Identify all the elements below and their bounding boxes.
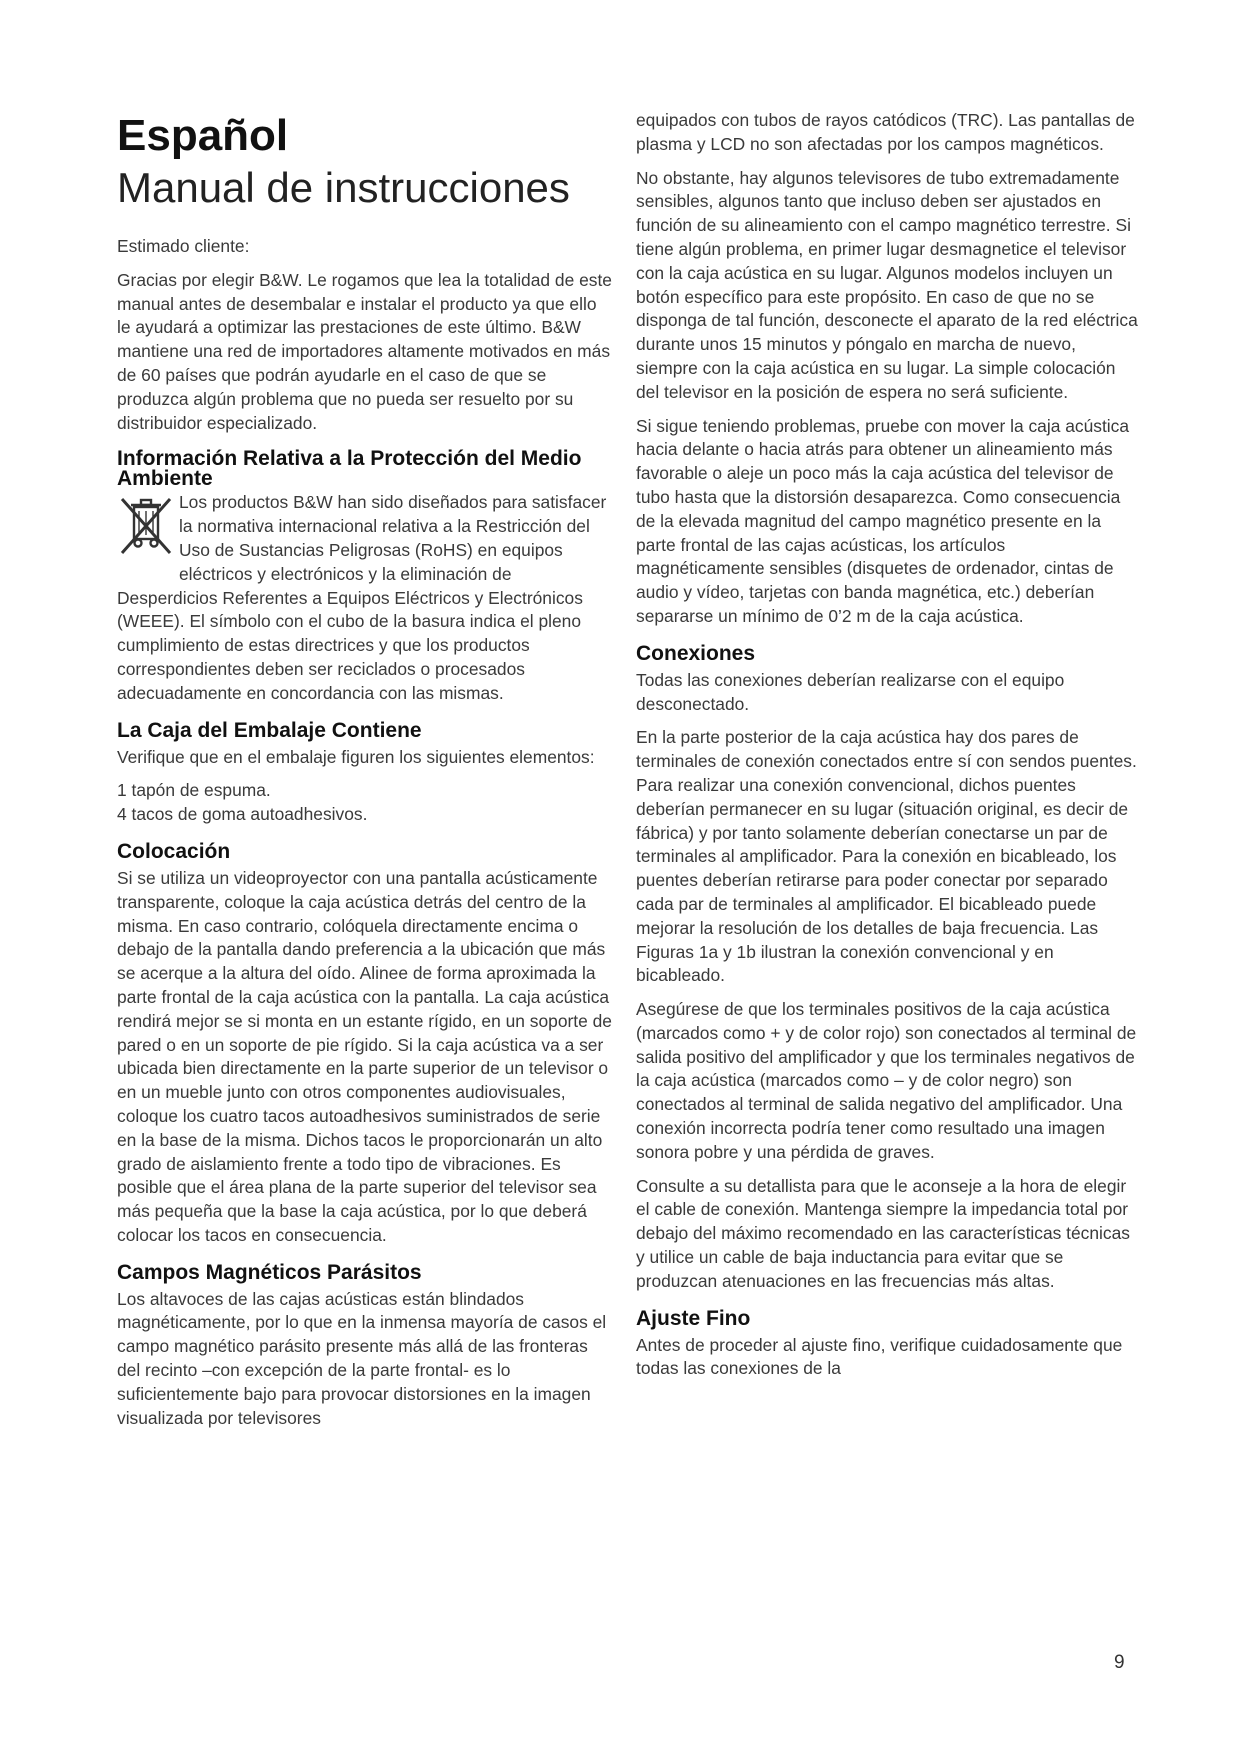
connections-paragraph-2: En la parte posterior de la caja acústica hay dos pares de terminales de conexión conectados entre sí con sendos puentes. Para realizar una conexión convencional, dichos puentes deberían permanecer en su lugar (situación original, es decir de fábrica) y por tanto solamente deberían conectarse un par de terminales al amplificador. Para la conexión en bicableado, los puentes deberían retirarse para poder conectar por separado cada par de terminales al amplificador. El bicableado puede mejorar la resolución de los detalles de baja frecuencia. Las Figuras 1a y 1b ilustran la conexión convencional y en bicableado.	[636, 727, 1137, 986]
placement-heading: Colocación	[117, 839, 231, 863]
placement-text: Si se utiliza un videoproyector con una pantalla acústicamente transparente, coloque la caja acústica detrás del centro de la misma. En caso contrario, colóquela directamente encima o debajo de la pantalla dando preferencia a la ubicación que más se acerque a la altura del oído. Alinee de forma aproximada la parte frontal de la caja acústica con la pantalla. La caja acústica rendirá mejor se si monta en un estante rígido, en un soporte de pared o en un soporte de pie rígido. Si la caja acústica va a ser ubicada bien directamente en la parte superior de un televisor o en un mueble junto con otros componentes audiovisuales, coloque los cuatro tacos autoadhesivos suministrados de serie en la base de la misma. Dichos tacos le proporcionarán un alto grado de aislamiento frente a todo tipo de vibraciones. Es posible que el área plana de la parte superior del televisor sea más pequeña que la base la caja acústica, por lo que deberá colocar los tacos en consecuencia.	[117, 867, 612, 1245]
fine-tuning-heading: Ajuste Fino	[636, 1306, 751, 1330]
magnetic-fields-continued: equipados con tubos de rayos catódicos (TRC). Las pantallas de plasma y LCD no son afectadas por los campos magnéticos.	[636, 110, 1135, 154]
magnetic-fields-paragraph-2: No obstante, hay algunos televisores de tubo extremadamente sensibles, algunos tanto que incluso deben ser ajustados en función de su alineamiento con el campo magnético terrestre. Si tiene algún problema, en primer lugar desmagnetice el televisor con la caja acústica en su lugar. Algunos modelos incluyen un botón específico para este propósito. En caso de que no se disponga de tal función, desconecte el aparato de la red eléctrica durante unos 15 minutos y póngalo en marcha de nuevo, siempre con la caja acústica en su lugar. La simple colocación del televisor en la posición de espera no será suficiente.	[636, 167, 1138, 402]
connections-paragraph-1: Todas las conexiones deberían realizarse con el equipo desconectado.	[636, 669, 1065, 714]
box-contents-text: Verifique que en el embalaje figuren los siguientes elementos:	[117, 746, 595, 767]
box-contents-heading: La Caja del Embalaje Contiene	[117, 718, 422, 742]
environment-heading: Información Relativa a la Protección del Medio Ambiente	[117, 447, 582, 491]
connections-heading: Conexiones	[636, 641, 756, 665]
magnetic-fields-heading: Campos Magnéticos Parásitos	[117, 1260, 422, 1284]
greeting: Estimado cliente:	[117, 236, 250, 256]
environment-section	[117, 491, 612, 705]
language-title: Español	[117, 111, 289, 160]
fine-tuning-text: Antes de proceder al ajuste fino, verifique cuidadosamente que todas las conexiones de la	[636, 1334, 1123, 1379]
environment-text: Los productos B&W han sido diseñados para satisfacer la normativa internacional relativa a la Restricción del Uso de Sustancias Peligrosas (RoHS) en equipos eléctricos y electrónicos y la eliminación de Desperdicios Referentes a Equipos Eléctricos y Electrónicos (WEEE). El símbolo con el cubo de la basura indica el pleno cumplimiento de estas directrices y que los productos correspondientes deben ser reciclados o procesados adecuadamente en concordancia con las mismas.	[117, 492, 607, 703]
magnetic-fields-text: Los altavoces de las cajas acústicas están blindados magnéticamente, por lo que en la inmensa mayoría de casos el campo magnético parásito presente más allá de las fronteras del recinto –con excepción de la parte frontal- es lo suficientemente bajo para provocar distorsiones en la imagen visualizada por televisores	[117, 1288, 607, 1428]
connections-paragraph-4: Consulte a su detallista para que le aconseje a la hora de elegir el cable de conexión. Mantenga siempre la impedancia total por debajo del máximo recomendado en las características técnicas y utilice un cable de baja inductancia para evitar que se produzcan atenuaciones en las frecuencias más altas.	[636, 1175, 1130, 1291]
page-number: 9	[1114, 1652, 1125, 1673]
box-item-1: 1 tapón de espuma.	[117, 780, 271, 801]
manual-title: Manual de instrucciones	[117, 164, 570, 211]
connections-paragraph-3: Asegúrese de que los terminales positivos de la caja acústica (marcados como + y de color rojo) son conectados al terminal de salida positivo del amplificador y que los terminales negativos de la caja acústica (marcados como – y de color negro) son conectados al terminal de salida negativo del amplificador. Una conexión incorrecta podría tener como resultado una imagen sonora pobre y una pérdida de graves.	[636, 999, 1137, 1162]
magnetic-fields-paragraph-3: Si sigue teniendo problemas, pruebe con mover la caja acústica hacia delante o hacia atrás para obtener un alineamiento más favorable o aleje un poco más la caja acústica del televisor de tubo hasta que la distorsión desaparezca. Como consecuencia de la elevada magnitud del campo magnético presente en la parte frontal de las cajas acústicas, los artículos magnéticamente sensibles (disquetes de ordenador, cintas de audio y vídeo, tarjetas con banda magnética, etc.) deberían separarse un mínimo de 0’2 m de la caja acústica.	[636, 415, 1130, 626]
intro-paragraph: Gracias por elegir B&W. Le rogamos que lea la totalidad de este manual antes de desembalar e instalar el producto ya que ello le ayudará a optimizar las prestaciones de este último. B&W mantiene una red de importadores altamente motivados en más de 60 países que podrán ayudarle en el caso de que se produzca algún problema que no pueda ser resuelto por su distribuidor especializado.	[117, 269, 612, 433]
left-column	[117, 112, 612, 1440]
right-column	[636, 109, 1138, 1391]
box-item-2: 4 tacos de goma autoadhesivos.	[117, 804, 368, 825]
crossed-out-wheelie-bin-icon	[117, 491, 175, 563]
